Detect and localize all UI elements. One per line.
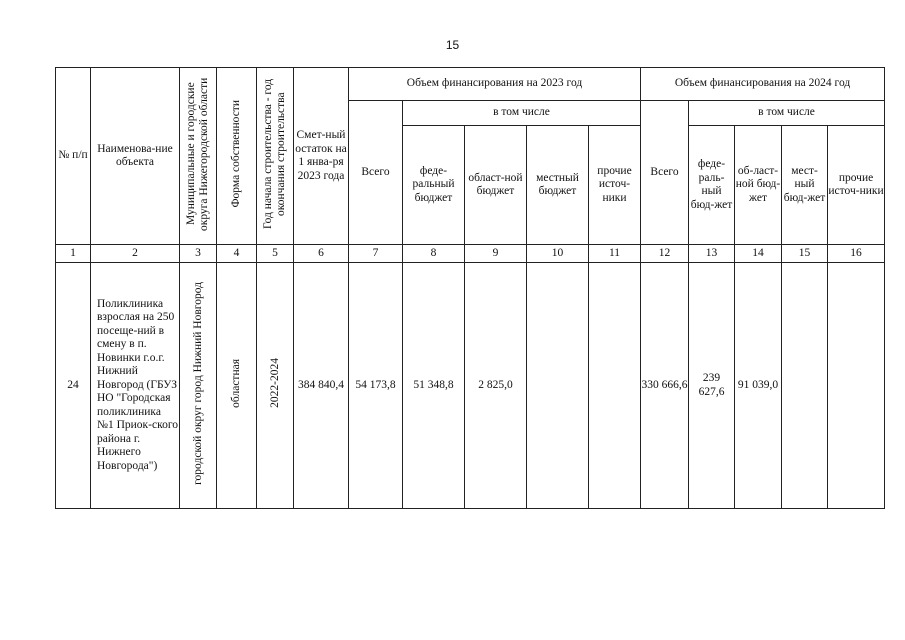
column-number: 9	[465, 245, 527, 263]
header-oth-2024: прочие источ-ники	[828, 126, 885, 245]
column-number: 3	[180, 245, 217, 263]
column-number: 1	[56, 245, 91, 263]
header-oth-2023: прочие источ-ники	[589, 126, 641, 245]
column-number: 8	[403, 245, 465, 263]
header-district-text: Муниципальные и городские округа Нижегородской области	[185, 77, 210, 231]
column-number: 16	[828, 245, 885, 263]
row-fed-2023: 51 348,8	[403, 263, 465, 509]
row-object-name: Поликлиника взрослая на 250 посеще-ний в смену в п. Новинки г.о.г. Нижний Новгород (ГБУЗ НО "Городская поликлиника №1 Приок-ского района г. Нижнего Новгорода")	[91, 263, 180, 509]
header-ownership-text: Форма собственности	[230, 99, 242, 208]
header-num: № п/п	[56, 68, 91, 245]
column-number: 2	[91, 245, 180, 263]
row-fed-2024: 239 627,6	[689, 263, 735, 509]
row-estimate: 384 840,4	[294, 263, 349, 509]
row-district	[180, 263, 217, 509]
row-loc-2024	[782, 263, 828, 509]
row-total-2024: 330 666,6	[641, 263, 689, 509]
header-total-2023: Всего	[349, 101, 403, 245]
header-group-2023: Объем финансирования на 2023 год	[349, 68, 641, 101]
column-number: 7	[349, 245, 403, 263]
header-loc-2024: мест-ный бюд-жет	[782, 126, 828, 245]
row-total-2023: 54 173,8	[349, 263, 403, 509]
page-number: 15	[445, 38, 460, 52]
row-reg-2024: 91 039,0	[735, 263, 782, 509]
row-years	[257, 263, 294, 509]
row-oth-2023	[589, 263, 641, 509]
header-estimate: Смет-ный остаток на 1 янва-ря 2023 года	[294, 68, 349, 245]
row-reg-2023: 2 825,0	[465, 263, 527, 509]
header-total-2024: Всего	[641, 101, 689, 245]
header-incl-2023: в том числе	[403, 101, 641, 126]
row-ownership	[217, 263, 257, 509]
column-number: 13	[689, 245, 735, 263]
header-fed-2023: феде-ральный бюджет	[403, 126, 465, 245]
header-years-text: Год начала строительства - год окончания строительства	[262, 78, 287, 229]
column-number: 6	[294, 245, 349, 263]
header-group-2024: Объем финансирования на 2024 год	[641, 68, 885, 101]
row-loc-2023	[527, 263, 589, 509]
header-years	[257, 68, 294, 245]
row-num: 24	[56, 263, 91, 509]
header-reg-2023: област-ной бюджет	[465, 126, 527, 245]
header-fed-2024: феде-раль-ный бюд-жет	[689, 126, 735, 245]
header-name: Наименова-ние объекта	[91, 68, 180, 245]
row-oth-2024	[828, 263, 885, 509]
column-number: 4	[217, 245, 257, 263]
column-number: 12	[641, 245, 689, 263]
row-district-text: городской округ город Нижний Новгород	[191, 281, 204, 485]
column-number: 14	[735, 245, 782, 263]
column-number: 15	[782, 245, 828, 263]
column-number: 10	[527, 245, 589, 263]
column-number: 5	[257, 245, 294, 263]
column-number-row	[56, 245, 885, 263]
column-number: 11	[589, 245, 641, 263]
row-years-text: 2022-2024	[268, 358, 281, 409]
header-ownership	[217, 68, 257, 245]
header-district	[180, 68, 217, 245]
header-reg-2024: об-ласт-ной бюд-жет	[735, 126, 782, 245]
row-ownership-text: областная	[230, 358, 242, 408]
table-row	[56, 263, 885, 509]
header-incl-2024: в том числе	[689, 101, 885, 126]
header-loc-2023: местный бюджет	[527, 126, 589, 245]
financing-table	[55, 67, 885, 509]
